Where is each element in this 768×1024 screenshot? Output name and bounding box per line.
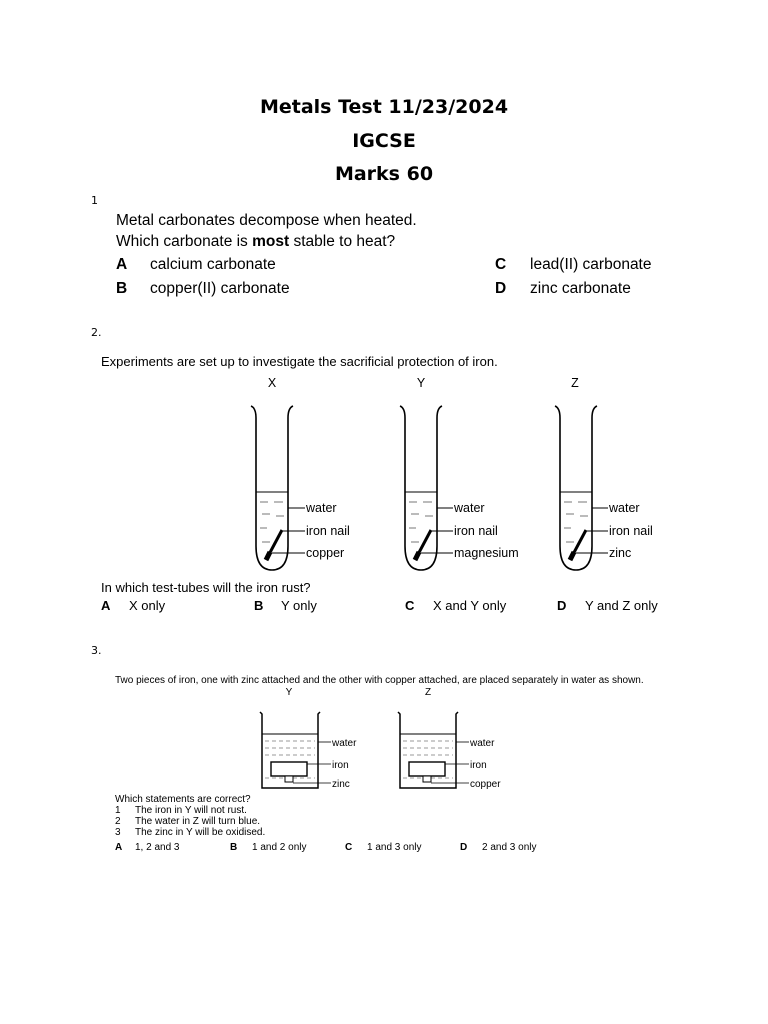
q3-number: 3.	[91, 644, 102, 657]
tube-x	[251, 406, 350, 570]
q3-statement-1-num: 1	[115, 805, 121, 816]
q2-option-a-letter: A	[101, 598, 111, 613]
q1-option-b-text: copper(II) carbonate	[150, 280, 290, 297]
q3-option-c-text: 1 and 3 only	[367, 842, 422, 853]
beaker-z-metal-label: copper	[470, 779, 501, 790]
tube-y-metal-label: magnesium	[454, 546, 519, 560]
test-tubes-diagram	[0, 370, 768, 580]
q2-number: 2.	[91, 326, 102, 339]
q3-option-d-letter: D	[460, 842, 468, 853]
beaker-y	[260, 712, 357, 790]
test-title: Metals Test 11/23/2024	[259, 96, 509, 118]
q3-option-a-letter: A	[115, 842, 123, 853]
tube-x-metal-label: copper	[306, 546, 345, 560]
q3-statement-3-text: The zinc in Y will be oxidised.	[135, 827, 266, 838]
tube-y-name: Y	[416, 376, 426, 390]
beaker-z-iron-label: iron	[470, 760, 487, 771]
q2-option-a-text: X only	[129, 598, 166, 613]
q2-option-d-letter: D	[557, 598, 567, 613]
beaker-y-metal-label: zinc	[332, 779, 350, 790]
tube-z-water-label: water	[609, 501, 640, 515]
beaker-y-iron-label: iron	[332, 760, 349, 771]
tube-y-nail-label: iron nail	[454, 524, 498, 538]
q3-statement-1-text: The iron in Y will not rust.	[135, 805, 247, 816]
q1-stem-line1: Metal carbonates decompose when heated.	[116, 212, 417, 229]
q3-option-a-text: 1, 2 and 3	[135, 842, 180, 853]
q3-stem: Two pieces of iron, one with zinc attached and the other with copper attached, are placed separately in water as shown.	[115, 675, 644, 686]
tube-z-nail-label: iron nail	[609, 524, 653, 538]
q1-option-d-text: zinc carbonate	[530, 280, 631, 297]
q3-statement-2-num: 2	[115, 816, 121, 827]
tube-z	[555, 406, 653, 570]
beaker-z-name: Z	[424, 687, 432, 698]
q3-question: Which statements are correct?	[115, 794, 251, 805]
beaker-z	[398, 712, 501, 790]
q1-stem-post: stable to heat?	[289, 233, 396, 250]
tube-z-name: Z	[571, 376, 579, 390]
q1-stem-bold: most	[252, 233, 290, 250]
q1-option-a-text: calcium carbonate	[150, 256, 276, 273]
tube-y-water-label: water	[454, 501, 485, 515]
beakers-diagram	[0, 684, 768, 794]
q1-option-d-letter: D	[495, 280, 507, 297]
tube-x-nail-label: iron nail	[306, 524, 350, 538]
q2-option-c-letter: C	[405, 598, 415, 613]
q3-statement-3-num: 3	[115, 827, 121, 838]
tube-x-water-label: water	[306, 501, 337, 515]
q1-number: 1	[91, 194, 98, 207]
q2-option-b-text: Y only	[281, 598, 317, 613]
q2-option-d-text: Y and Z only	[585, 598, 658, 613]
q3-option-b-text: 1 and 2 only	[252, 842, 307, 853]
q1-option-c-letter: C	[495, 256, 507, 273]
q3-option-b-letter: B	[230, 842, 238, 853]
beaker-y-name: Y	[285, 687, 293, 698]
beaker-z-water-label: water	[470, 738, 495, 749]
q2-option-b-letter: B	[254, 598, 264, 613]
q1-option-a-letter: A	[116, 256, 128, 273]
q1-option-b-letter: B	[116, 280, 128, 297]
q1-option-c-text: lead(II) carbonate	[530, 256, 652, 273]
test-level: IGCSE	[352, 130, 416, 152]
q3-option-c-letter: C	[345, 842, 353, 853]
q2-option-c-text: X and Y only	[433, 598, 507, 613]
q3-statement-2-text: The water in Z will turn blue.	[135, 816, 261, 827]
test-marks: Marks 60	[334, 163, 434, 185]
q2-question: In which test-tubes will the iron rust?	[101, 580, 311, 595]
tube-x-name: X	[267, 376, 277, 390]
beaker-y-water-label: water	[332, 738, 357, 749]
q2-stem: Experiments are set up to investigate the sacrificial protection of iron.	[101, 354, 498, 369]
tube-y	[400, 406, 519, 570]
q1-stem-line2	[116, 233, 395, 251]
q1-stem-pre: Which carbonate is	[116, 233, 253, 250]
q3-option-d-text: 2 and 3 only	[482, 842, 537, 853]
tube-z-metal-label: zinc	[609, 546, 632, 560]
